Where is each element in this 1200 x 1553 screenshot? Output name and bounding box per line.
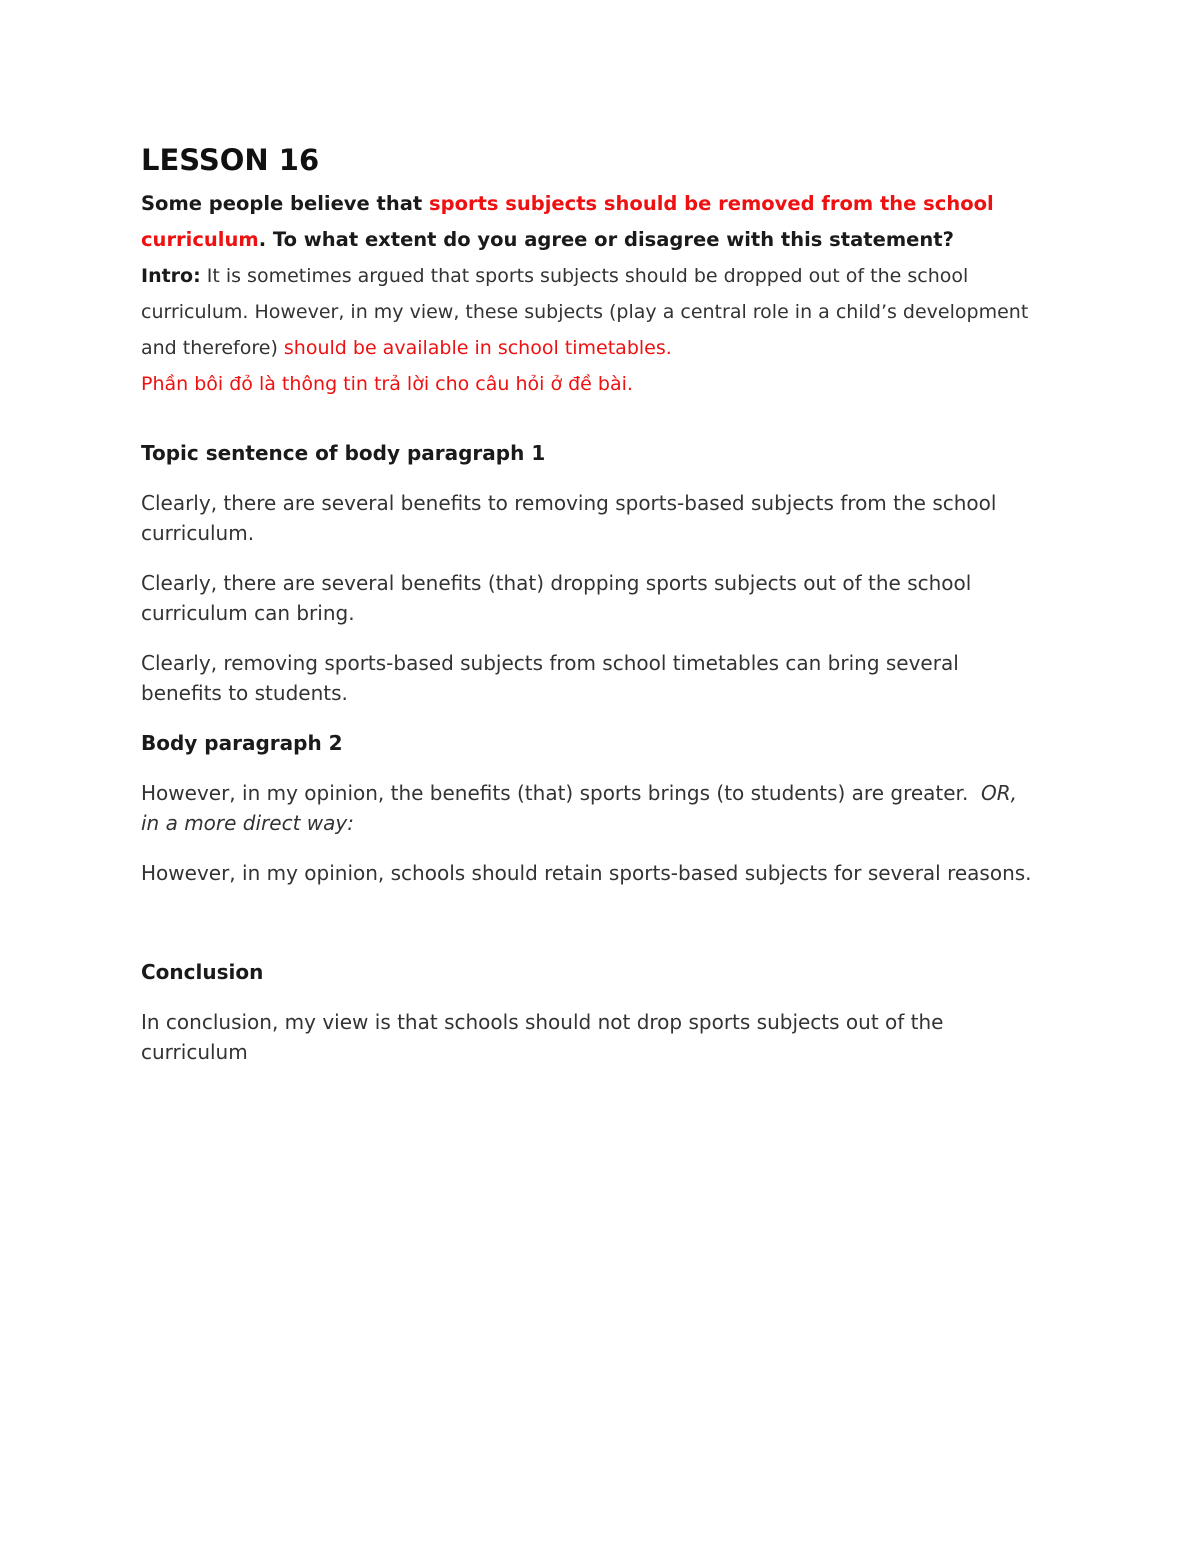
conclusion-text: In conclusion, my view is that schools should not drop sports subjects out of the curriculum — [141, 1010, 944, 1064]
body2-heading: Body paragraph 2 — [141, 731, 343, 755]
intro-text: It is sometimes argued that sports subjects should be dropped out of the school curriculum. However, in my view, these subjects (play a central role in a child’s development and therefore) — [141, 265, 1029, 359]
intro-label: Intro: — [141, 265, 201, 287]
lesson-title: LESSON 16 — [141, 143, 320, 177]
body2-sentence-2: However, in my opinion, schools should retain sports-based subjects for several reasons. — [141, 861, 1032, 885]
prompt-text-end: . To what extent do you agree or disagree with this statement? — [258, 228, 954, 251]
body2-sentence-1-note: OR, in a more direct way: — [141, 781, 1018, 835]
essay-prompt — [141, 186, 1041, 258]
intro-highlight: should be available in school timetables. — [283, 337, 672, 359]
intro-paragraph — [141, 258, 1041, 366]
body1-sentence-1: Clearly, there are several benefits to removing sports-based subjects from the school curriculum. — [141, 491, 997, 545]
vietnamese-note: Phần bôi đỏ là thông tin trả lời cho câu hỏi ở đề bài. — [141, 373, 633, 395]
body1-heading: Topic sentence of body paragraph 1 — [141, 441, 546, 465]
body1-sentence-3: Clearly, removing sports-based subjects from school timetables can bring several benefits to students. — [141, 651, 959, 705]
body2-sentence-1-text: However, in my opinion, the benefits (that) sports brings (to students) are greater. — [141, 781, 969, 805]
conclusion-heading: Conclusion — [141, 960, 264, 984]
body1-sentence-2: Clearly, there are several benefits (that) dropping sports subjects out of the school curriculum can bring. — [141, 571, 972, 625]
prompt-text-start: Some people believe that — [141, 192, 429, 215]
body2-sentence-1 — [141, 778, 1041, 838]
prompt-highlight: sports subjects should be removed from the school curriculum — [141, 192, 994, 251]
document-page — [141, 138, 1041, 1067]
